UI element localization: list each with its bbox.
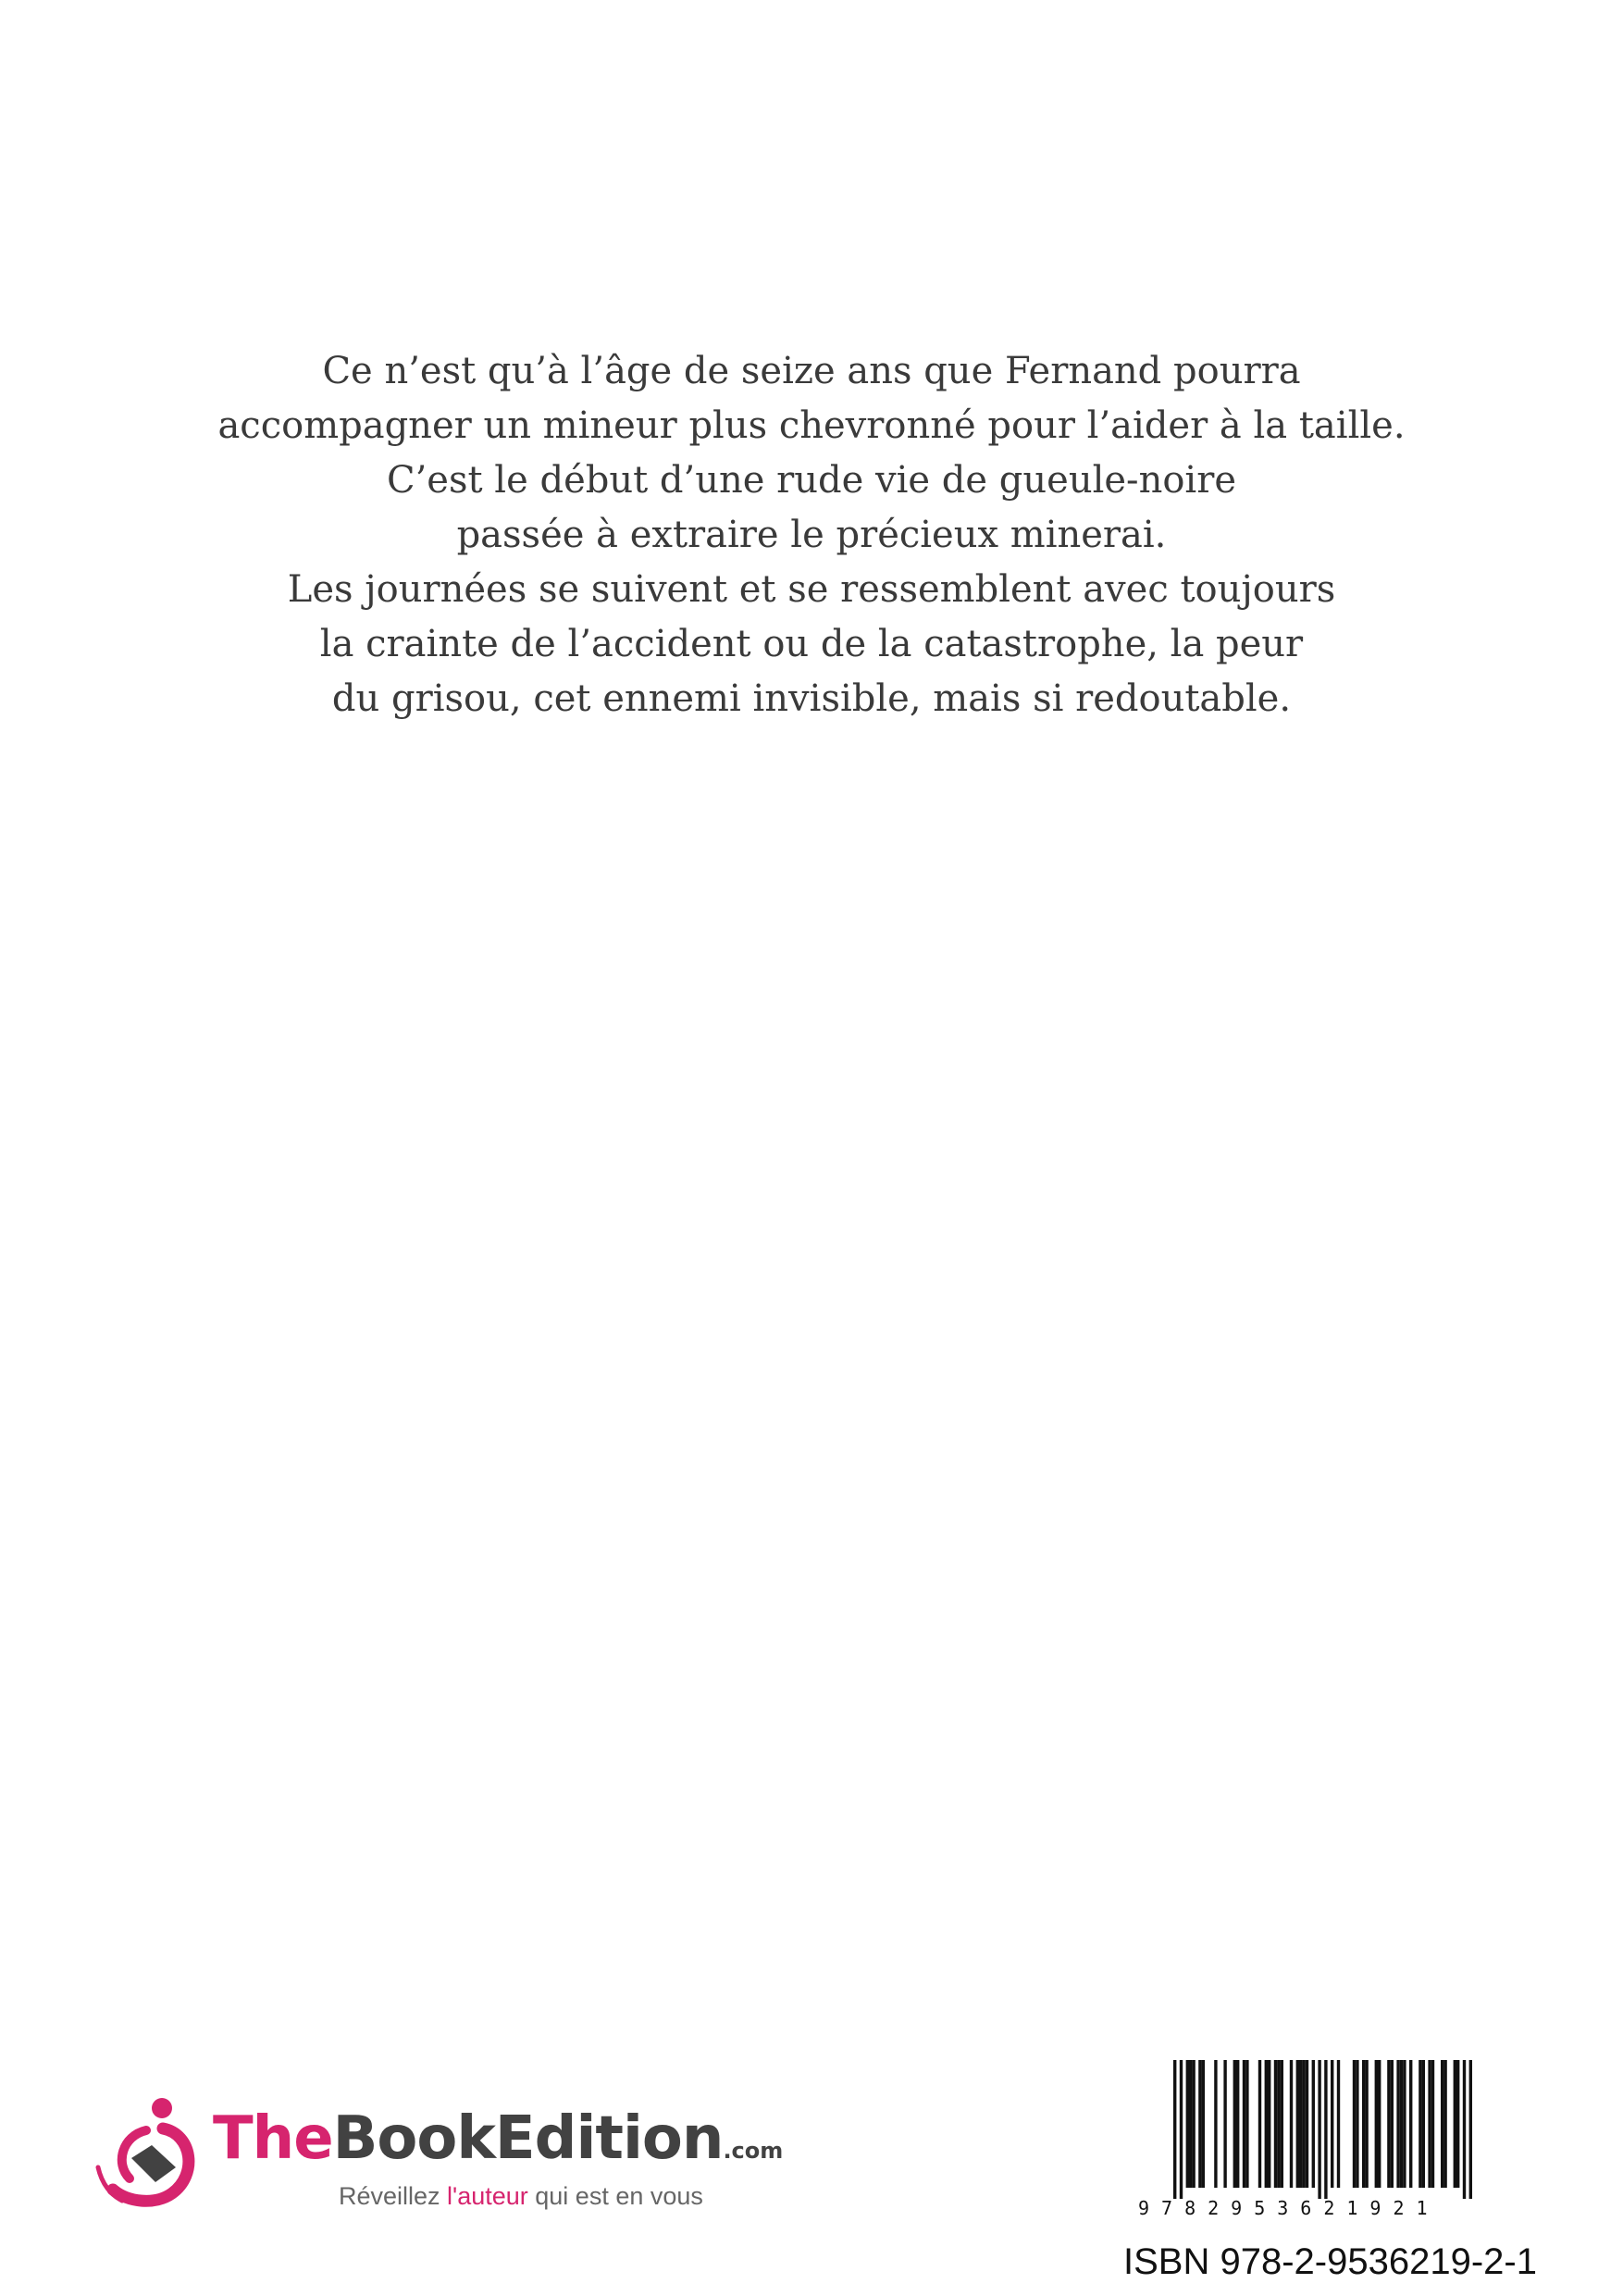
barcode-bar: [1391, 2060, 1394, 2188]
blurb-line-1: Ce n’est qu’à l’âge de seize ans que Fernand pourra: [322, 350, 1301, 392]
barcode-bar: [1353, 2060, 1356, 2188]
barcode-bar: [1403, 2060, 1406, 2188]
barcode-bar: [1422, 2060, 1425, 2188]
barcode-bar: [1245, 2060, 1248, 2188]
publisher-logo: [91, 2093, 831, 2223]
barcode-bar: [1306, 2060, 1308, 2188]
barcode-bar: [1400, 2060, 1403, 2188]
barcode-bar: [1443, 2060, 1446, 2188]
barcode-bar: [1173, 2060, 1176, 2199]
barcode-bar: [1296, 2060, 1299, 2188]
blurb-line-4: passée à extraire le précieux minerai.: [456, 514, 1167, 556]
barcode-bar: [1441, 2060, 1443, 2188]
barcode-bar: [1456, 2060, 1459, 2188]
barcode-bar: [1324, 2060, 1327, 2199]
barcode-bar: [1428, 2060, 1431, 2188]
barcode-bar: [1265, 2060, 1268, 2188]
tagline-end: qui est en vous: [527, 2182, 703, 2210]
barcode-bar: [1189, 2060, 1192, 2188]
barcode-bar: [1233, 2060, 1236, 2188]
barcode-bar: [1274, 2060, 1277, 2188]
barcode-bar: [1337, 2060, 1340, 2188]
barcode-bar: [1223, 2060, 1226, 2188]
publisher-name-the: The: [213, 2104, 333, 2173]
barcode-bar: [1202, 2060, 1205, 2188]
barcode-bar: [1299, 2060, 1302, 2188]
barcode-bar: [1180, 2060, 1183, 2199]
blurb-line-5: Les journées se suivent et se ressemblent avec toujours: [287, 568, 1336, 611]
barcode-bar: [1268, 2060, 1270, 2188]
barcode-bar: [1469, 2060, 1472, 2199]
barcode-bar: [1318, 2060, 1320, 2199]
barcode-bar: [1281, 2060, 1283, 2188]
thebookedition-logo-icon: [91, 2093, 202, 2214]
barcode-bar: [1454, 2060, 1456, 2188]
barcode-bar: [1290, 2060, 1293, 2188]
barcode-bar: [1214, 2060, 1217, 2188]
barcode-bar: [1387, 2060, 1390, 2188]
blurb-line-7: du grisou, cet ennemi invisible, mais si redoutable.: [331, 677, 1292, 720]
barcode-bar: [1198, 2060, 1201, 2188]
barcode-bars: [1138, 2060, 1497, 2199]
publisher-name-book: Book: [332, 2104, 495, 2173]
barcode-bar: [1396, 2060, 1399, 2188]
isbn-label: ISBN 978-2-9536219-2-1: [1123, 2241, 1537, 2282]
publisher-name: [213, 2106, 783, 2183]
barcode-bar: [1331, 2060, 1333, 2188]
barcode-bar: [1409, 2060, 1412, 2188]
barcode-bar: [1378, 2060, 1381, 2188]
tagline-accent: l'auteur: [447, 2182, 528, 2210]
barcode-bar: [1258, 2060, 1261, 2188]
barcode-bar: [1375, 2060, 1378, 2188]
barcode-bar: [1302, 2060, 1305, 2188]
barcode-digits: 9782953621921: [1138, 2197, 1440, 2219]
barcode-bar: [1365, 2060, 1368, 2188]
barcode-bar: [1356, 2060, 1358, 2188]
barcode-bar: [1192, 2060, 1195, 2188]
publisher-tagline: [339, 2182, 703, 2211]
barcode-bar: [1312, 2060, 1315, 2188]
barcode-bar: [1431, 2060, 1434, 2188]
isbn-barcode: [1138, 2060, 1497, 2231]
blurb-line-2: accompagner un mineur plus chevronné pour l’aider à la taille.: [217, 404, 1406, 447]
barcode-bar: [1243, 2060, 1245, 2188]
barcode-bar: [1419, 2060, 1421, 2188]
barcode-bar: [1362, 2060, 1365, 2188]
barcode-bar: [1277, 2060, 1280, 2188]
tagline-start: Réveillez: [339, 2182, 448, 2210]
blurb-line-3: C’est le début d’une rude vie de gueule-noire: [386, 459, 1236, 502]
barcode-bar: [1236, 2060, 1239, 2188]
publisher-name-suffix: .com: [723, 2138, 784, 2164]
publisher-name-edition: Edition: [494, 2104, 724, 2173]
barcode-bar: [1463, 2060, 1466, 2199]
barcode-bar: [1186, 2060, 1189, 2188]
back-cover-blurb: [0, 344, 1623, 726]
blurb-line-6: la crainte de l’accident ou de la catastrophe, la peur: [319, 623, 1304, 665]
